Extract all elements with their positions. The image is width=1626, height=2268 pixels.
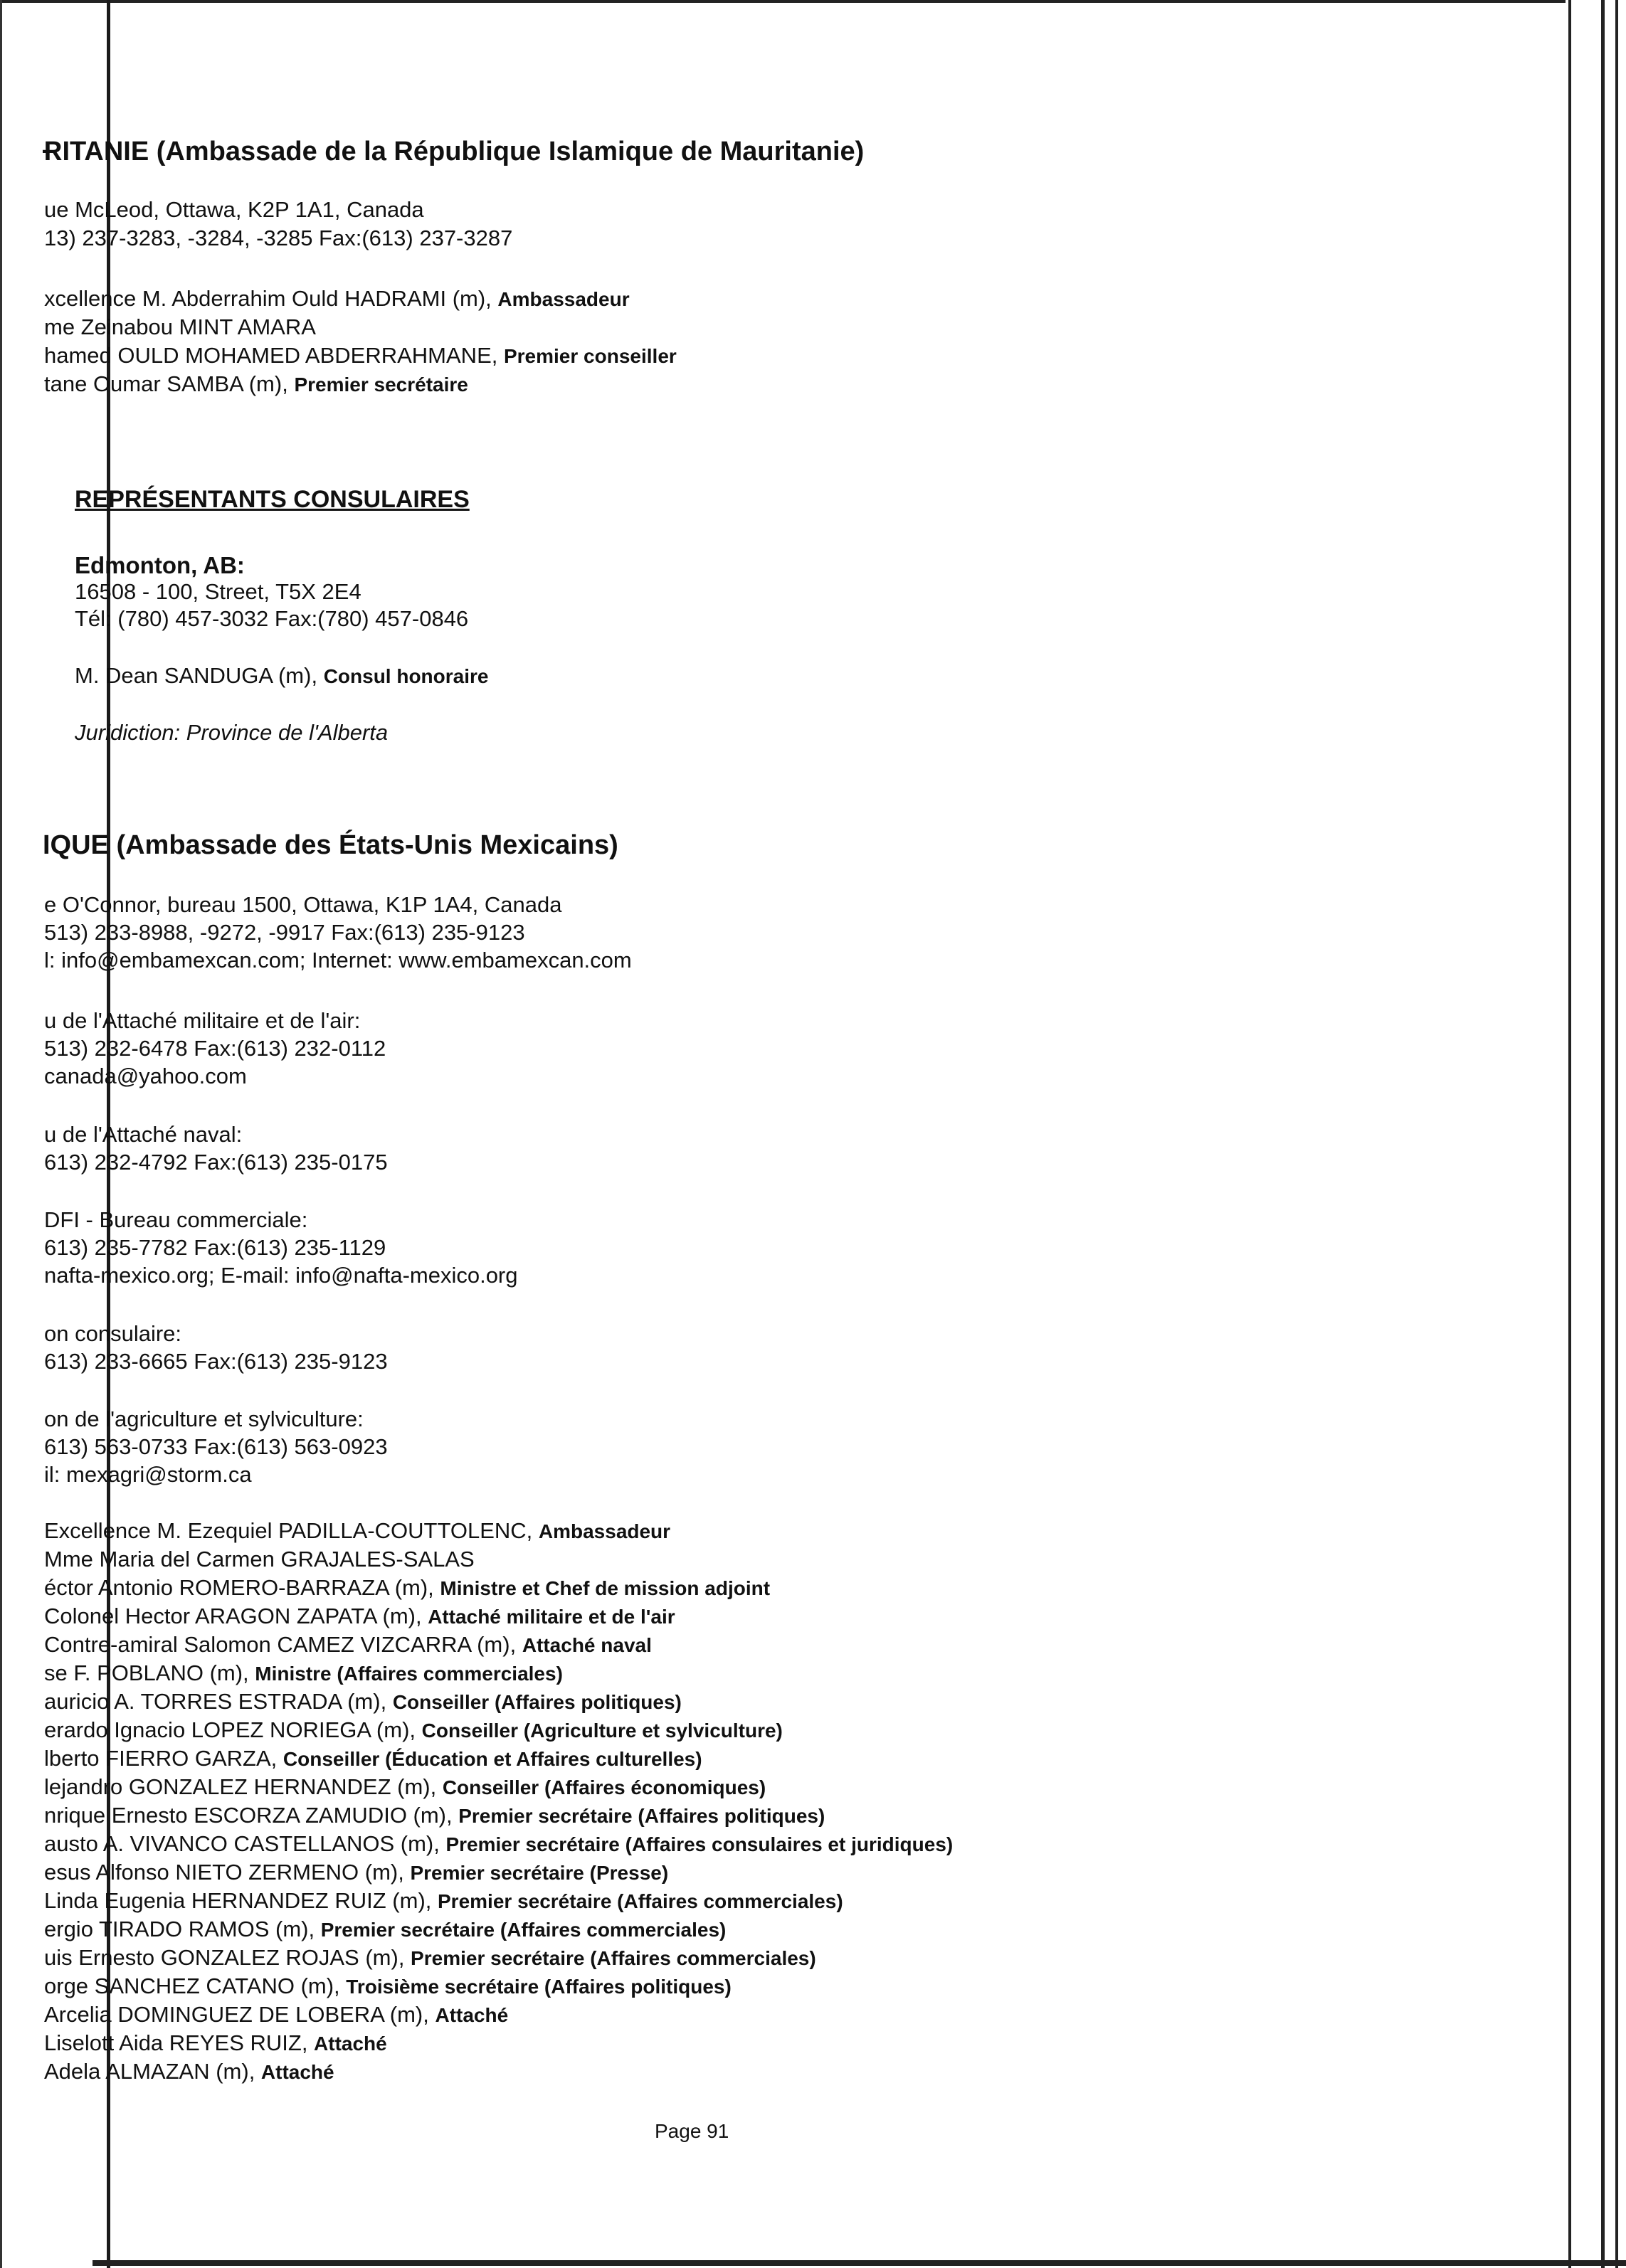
staff-line bbox=[44, 1887, 843, 1916]
mauritanie-phone: 13) 237-3283, -3284, -3285 Fax:(613) 237-3287 bbox=[44, 226, 513, 250]
staff-line bbox=[44, 1915, 726, 1944]
staff-name: lberto FIERRO GARZA, bbox=[44, 1746, 283, 1771]
staff-title: Troisième secrétaire (Affaires politiques) bbox=[346, 1976, 732, 1998]
staff-title: Ambassadeur bbox=[497, 288, 630, 310]
mauritanie-staff-line bbox=[44, 370, 468, 399]
staff-name: Excellence M. Ezequiel PADILLA-COUTTOLENC, bbox=[44, 1518, 539, 1543]
right-border-line bbox=[1601, 0, 1605, 2268]
staff-title: Attaché militaire et de l'air bbox=[428, 1606, 675, 1628]
page-number: Page 91 bbox=[655, 2120, 729, 2142]
consul-name: M. Dean SANDUGA (m), bbox=[75, 663, 324, 688]
staff-title: Conseiller (Éducation et Affaires culturelles) bbox=[283, 1748, 702, 1770]
mexique-heading: IQUE (Ambassade des États-Unis Mexicains) bbox=[43, 830, 618, 860]
mauritanie-address: ue McLeod, Ottawa, K2P 1A1, Canada bbox=[44, 197, 424, 222]
office-line: il: mexagri@storm.ca bbox=[44, 1462, 252, 1487]
staff-line bbox=[44, 2001, 508, 2030]
staff-title: Premier secrétaire (Affaires politiques) bbox=[458, 1805, 825, 1827]
staff-name: erardo Ignacio LOPEZ NORIEGA (m), bbox=[44, 1717, 422, 1742]
staff-line bbox=[44, 1659, 563, 1688]
staff-name: auricio A. TORRES ESTRADA (m), bbox=[44, 1689, 393, 1714]
staff-line bbox=[44, 1744, 702, 1774]
staff-name: lejandro GONZALEZ HERNANDEZ (m), bbox=[44, 1774, 443, 1799]
staff-line bbox=[44, 1858, 668, 1887]
staff-name: esus Alfonso NIETO ZERMENO (m), bbox=[44, 1860, 411, 1885]
staff-title: Attaché bbox=[435, 2004, 509, 2026]
staff-title: Premier secrétaire (Affaires commerciales) bbox=[411, 1947, 816, 1969]
staff-title: Attaché naval bbox=[522, 1634, 652, 1656]
left-border-line bbox=[0, 0, 2, 2268]
staff-line bbox=[44, 1716, 783, 1745]
staff-title: Premier conseiller bbox=[503, 345, 677, 367]
staff-title: Premier secrétaire bbox=[294, 373, 468, 396]
staff-title: Conseiller (Affaires économiques) bbox=[442, 1776, 766, 1798]
staff-name: Liselott Aida REYES RUIZ, bbox=[44, 2030, 315, 2055]
right-border-line bbox=[1568, 0, 1571, 2268]
staff-title: Conseiller (Affaires politiques) bbox=[392, 1691, 682, 1713]
office-line: u de l'Attaché militaire et de l'air: bbox=[44, 1008, 361, 1033]
staff-title: Premier secrétaire (Affaires consulaires et juridiques) bbox=[445, 1833, 954, 1855]
mauritanie-staff-line bbox=[44, 341, 677, 371]
staff-line bbox=[44, 1631, 652, 1660]
consular-person bbox=[75, 662, 488, 691]
mexique-email: l: info@embamexcan.com; Internet: www.embamexcan.com bbox=[44, 948, 632, 973]
office-line: 613) 233-6665 Fax:(613) 235-9123 bbox=[44, 1349, 388, 1374]
staff-name: uis Ernesto GONZALEZ ROJAS (m), bbox=[44, 1945, 411, 1970]
staff-title: Conseiller (Agriculture et sylviculture) bbox=[421, 1719, 783, 1742]
office-line: 513) 232-6478 Fax:(613) 232-0112 bbox=[44, 1036, 386, 1061]
staff-title: Attaché bbox=[314, 2033, 387, 2055]
consular-phone: Tél: (780) 457-3032 Fax:(780) 457-0846 bbox=[75, 606, 469, 631]
consular-city: Edmonton, AB: bbox=[75, 552, 245, 578]
staff-name: éctor Antonio ROMERO-BARRAZA (m), bbox=[44, 1575, 440, 1600]
staff-title: Premier secrétaire (Presse) bbox=[410, 1862, 669, 1884]
staff-line bbox=[44, 1545, 475, 1574]
office-line: on consulaire: bbox=[44, 1321, 182, 1346]
staff-line bbox=[44, 1830, 953, 1859]
staff-line bbox=[44, 1602, 675, 1631]
consular-jurisdiction: Juridiction: Province de l'Alberta bbox=[75, 720, 389, 745]
staff-line bbox=[44, 1517, 670, 1546]
office-line: u de l'Attaché naval: bbox=[44, 1122, 243, 1147]
staff-line bbox=[44, 2057, 334, 2087]
staff-name: ergio TIRADO RAMOS (m), bbox=[44, 1917, 321, 1941]
staff-name: austo A. VIVANCO CASTELLANOS (m), bbox=[44, 1831, 446, 1856]
staff-line bbox=[44, 1687, 682, 1717]
staff-name: hamed OULD MOHAMED ABDERRAHMANE, bbox=[44, 343, 504, 368]
staff-name: nrique Ernesto ESCORZA ZAMUDIO (m), bbox=[44, 1803, 459, 1828]
staff-name: xcellence M. Abderrahim Ould HADRAMI (m), bbox=[44, 286, 498, 311]
staff-name: Adela ALMAZAN (m), bbox=[44, 2059, 261, 2084]
staff-title: Premier secrétaire (Affaires commerciales) bbox=[438, 1890, 843, 1912]
staff-name: Linda Eugenia HERNANDEZ RUIZ (m), bbox=[44, 1888, 438, 1913]
staff-title: Ambassadeur bbox=[538, 1520, 671, 1542]
staff-name: se F. POBLANO (m), bbox=[44, 1660, 255, 1685]
staff-line bbox=[44, 1574, 770, 1603]
office-line: 613) 563-0733 Fax:(613) 563-0923 bbox=[44, 1434, 388, 1459]
staff-line bbox=[44, 2029, 387, 2058]
office-line: on de l'agriculture et sylviculture: bbox=[44, 1406, 364, 1431]
staff-name: orge SANCHEZ CATANO (m), bbox=[44, 1973, 347, 1998]
consular-address: 16508 - 100, Street, T5X 2E4 bbox=[75, 579, 361, 604]
staff-name: Mme Maria del Carmen GRAJALES-SALAS bbox=[44, 1547, 475, 1572]
mexique-address: e O'Connor, bureau 1500, Ottawa, K1P 1A4, Canada bbox=[44, 892, 562, 917]
staff-line bbox=[44, 1773, 766, 1802]
right-border-line bbox=[1615, 0, 1618, 2268]
mexique-phone: 513) 233-8988, -9272, -9917 Fax:(613) 235-9123 bbox=[44, 920, 525, 945]
office-line: DFI - Bureau commerciale: bbox=[44, 1207, 308, 1232]
staff-name: me Zeinabou MINT AMARA bbox=[44, 314, 316, 339]
staff-name: Arcelia DOMINGUEZ DE LOBERA (m), bbox=[44, 2002, 435, 2027]
mauritanie-staff-line bbox=[44, 285, 630, 314]
bottom-border-line bbox=[93, 2260, 1626, 2266]
consul-title: Consul honoraire bbox=[323, 665, 489, 687]
consular-heading: REPRÉSENTANTS CONSULAIRES bbox=[75, 486, 470, 513]
mauritanie-staff-line bbox=[44, 313, 316, 341]
staff-line bbox=[44, 1944, 816, 1973]
top-border-line bbox=[0, 0, 1566, 3]
staff-line bbox=[44, 1801, 825, 1830]
mauritanie-heading: ɌITANIE (Ambassade de la République Islamique de Mauritanie) bbox=[43, 137, 865, 166]
staff-name: Contre-amiral Salomon CAMEZ VIZCARRA (m), bbox=[44, 1632, 522, 1657]
staff-name: Colonel Hector ARAGON ZAPATA (m), bbox=[44, 1604, 428, 1628]
office-line: nafta-mexico.org; E-mail: info@nafta-mexico.org bbox=[44, 1263, 518, 1288]
staff-title: Attaché bbox=[260, 2061, 334, 2083]
staff-title: Ministre et Chef de mission adjoint bbox=[440, 1577, 771, 1599]
office-line: 613) 232-4792 Fax:(613) 235-0175 bbox=[44, 1150, 388, 1175]
office-line: canada@yahoo.com bbox=[44, 1064, 247, 1088]
staff-line bbox=[44, 1972, 732, 2001]
staff-title: Premier secrétaire (Affaires commerciales) bbox=[320, 1919, 727, 1941]
staff-title: Ministre (Affaires commerciales) bbox=[255, 1663, 563, 1685]
office-line: 613) 235-7782 Fax:(613) 235-1129 bbox=[44, 1235, 386, 1260]
staff-name: tane Oumar SAMBA (m), bbox=[44, 371, 295, 396]
